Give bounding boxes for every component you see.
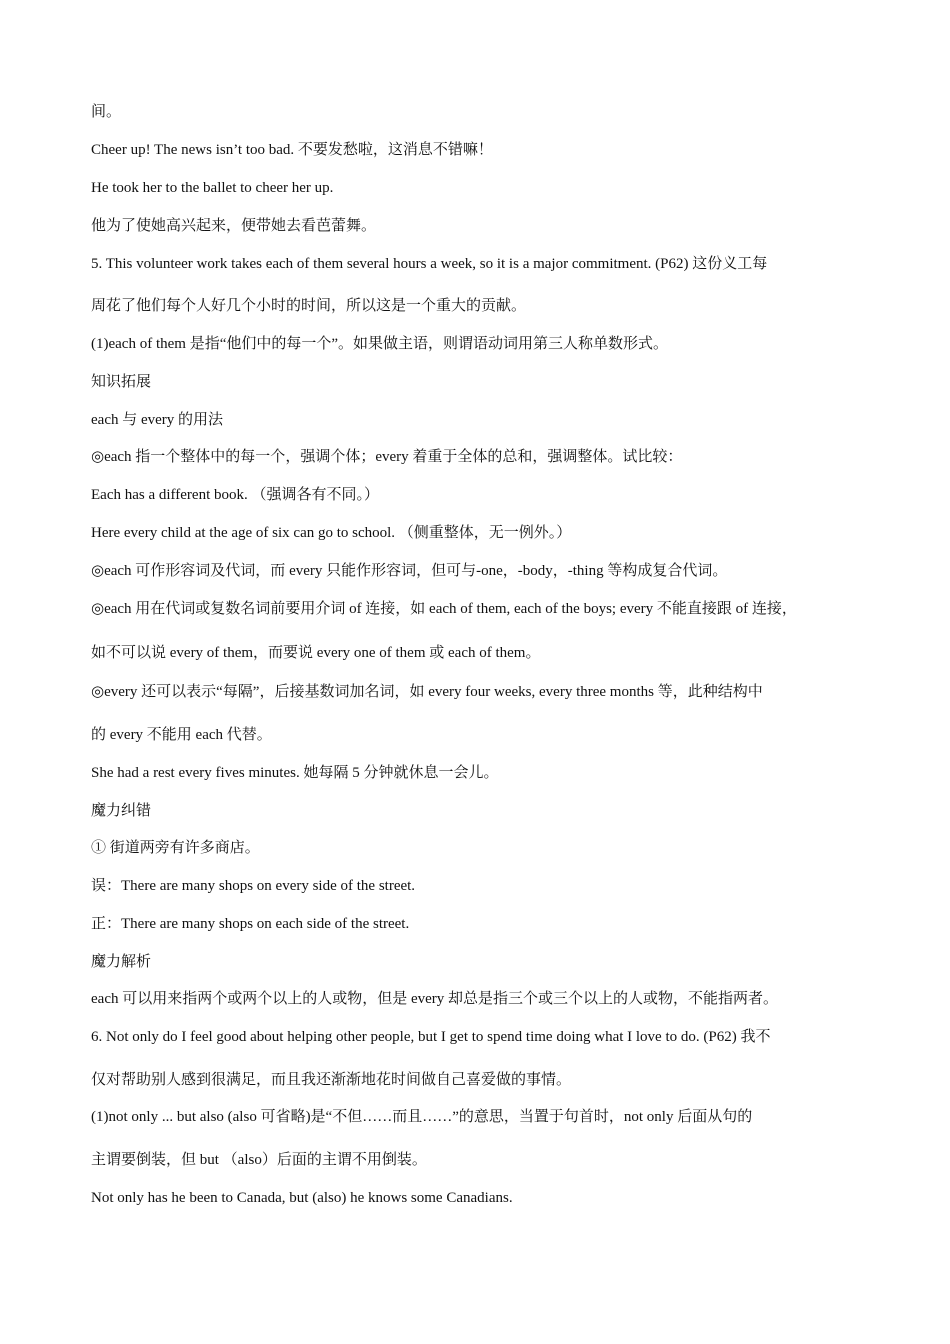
text-line: ① 街道两旁有许多商店。	[91, 840, 260, 856]
text-line: each 与 every 的用法	[91, 412, 224, 428]
text-line: 魔力纠错	[91, 803, 152, 819]
text-line: Each has a different book. （强调各有不同。）	[91, 487, 379, 503]
text-line: ◎each 可作形容词及代词，而 every 只能作形容词，但可与-one，-body，-thing 等构成复合代词。	[91, 563, 728, 579]
text-line: 6. Not only do I feel good about helping other people, but I get to spend time doing what I love to do. (P62) 我不	[91, 1029, 771, 1045]
text-line: ◎each 指一个整体中的每一个，强调个体；every 着重于全体的总和，强调整体。试比较：	[91, 449, 683, 465]
text-line: Cheer up! The news isn’t too bad. 不要发愁啦，这消息不错嘛！	[91, 142, 493, 158]
text-line: 知识拓展	[91, 374, 152, 390]
text-line: (1)not only ... but also (also 可省略)是“不但……而且……”的意思，当置于句首时，not only 后面从句的	[91, 1109, 753, 1125]
text-line: 的 every 不能用 each 代替。	[91, 727, 272, 743]
text-line: (1)each of them 是指“他们中的每一个”。如果做主语，则谓语动词用第三人称单数形式。	[91, 336, 669, 352]
text-line: 5. This volunteer work takes each of them several hours a week, so it is a major commitment. (P62) 这份义工每	[91, 256, 768, 272]
text-line: 周花了他们每个人好几个小时的时间，所以这是一个重大的贡献。	[91, 298, 527, 314]
text-line: He took her to the ballet to cheer her up.	[91, 180, 334, 196]
text-line: 他为了使她高兴起来，便带她去看芭蕾舞。	[91, 218, 377, 234]
text-line: 仅对帮助别人感到很满足，而且我还渐渐地花时间做自己喜爱做的事情。	[91, 1072, 572, 1088]
text-line: Not only has he been to Canada, but (also) he knows some Canadians.	[91, 1190, 513, 1206]
text-line: 正：There are many shops on each side of the street.	[91, 916, 410, 932]
text-line: 误：There are many shops on every side of the street.	[91, 878, 416, 894]
text-line: ◎every 还可以表示“每隔”，后接基数词加名词，如 every four weeks, every three months 等，此种结构中	[91, 684, 763, 700]
text-line: 间。	[91, 104, 122, 120]
text-line: ◎each 用在代词或复数名词前要用介词 of 连接，如 each of them, each of the boys; every 不能直接跟 of 连接，	[91, 601, 797, 617]
text-line: She had a rest every fives minutes. 她每隔 5 分钟就休息一会儿。	[91, 765, 499, 781]
text-line: Here every child at the age of six can go to school. （侧重整体，无一例外。）	[91, 525, 572, 541]
text-line: 主谓要倒装，但 but （also）后面的主谓不用倒装。	[91, 1152, 427, 1168]
text-line: each 可以用来指两个或两个以上的人或物，但是 every 却总是指三个或三个以上的人或物，不能指两者。	[91, 991, 779, 1007]
text-line: 魔力解析	[91, 954, 152, 970]
text-line: 如不可以说 every of them，而要说 every one of them 或 each of them。	[91, 645, 541, 661]
